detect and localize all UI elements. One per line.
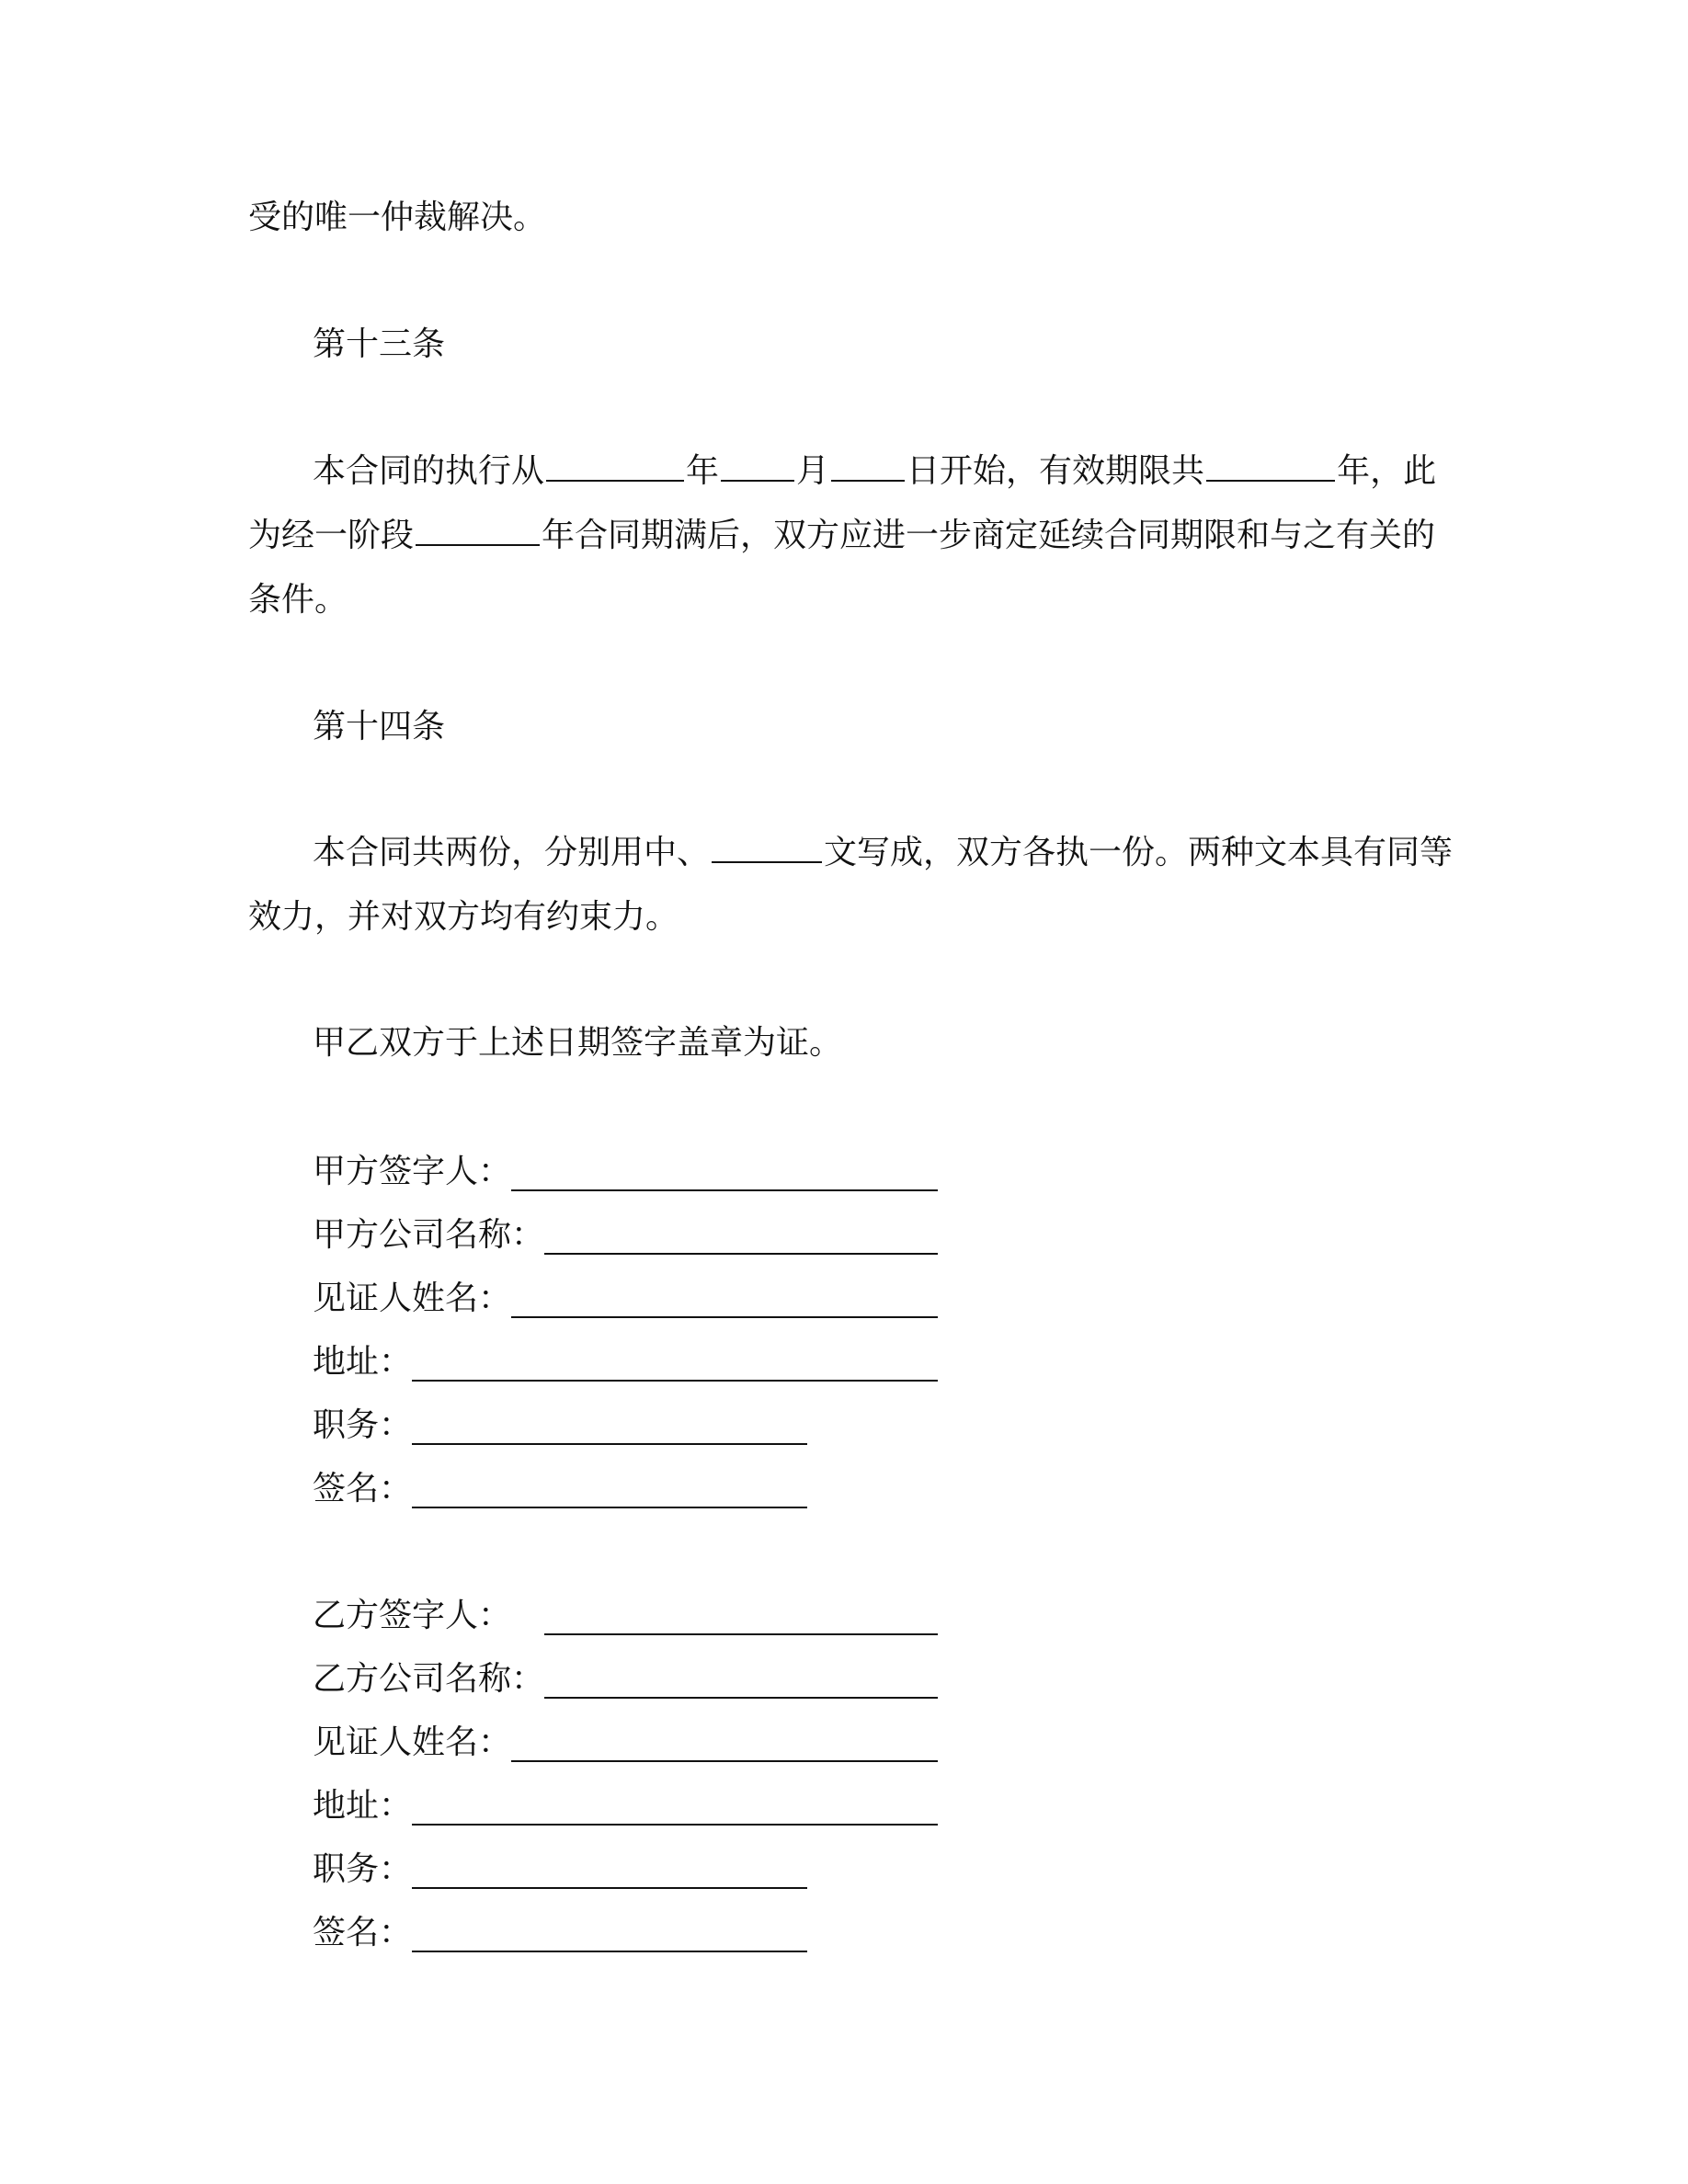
party-b-signature-field[interactable] bbox=[412, 1951, 807, 1952]
party-a-company-field[interactable] bbox=[544, 1253, 938, 1255]
article14-paragraph-line2: 效力，并对双方均有约束力。 bbox=[248, 898, 679, 936]
party-a-signer-label: 甲方签字人： bbox=[313, 1153, 512, 1190]
article14-paragraph-line1 bbox=[313, 830, 1453, 876]
blank-language[interactable] bbox=[712, 834, 822, 863]
party-b-position-label: 职务： bbox=[313, 1850, 413, 1888]
party-b-address-row bbox=[313, 1783, 412, 1829]
party-b-company-field[interactable] bbox=[544, 1697, 938, 1699]
article14-text-1: 本合同共两份，分别用中、 bbox=[313, 834, 711, 871]
article13-text-7: 年合同期满后，双方应进一步商定延续合同期限和与之有关的 bbox=[542, 517, 1436, 554]
party-a-company-row bbox=[313, 1212, 544, 1258]
party-b-address-label: 地址： bbox=[313, 1787, 413, 1825]
party-a-company-label: 甲方公司名称： bbox=[313, 1216, 545, 1254]
blank-day-start[interactable] bbox=[831, 452, 905, 482]
continuation-line: 受的唯一仲裁解决。 bbox=[248, 199, 547, 236]
party-a-witness-row bbox=[313, 1276, 511, 1322]
closing-statement: 甲乙双方于上述日期签字盖章为证。 bbox=[313, 1024, 843, 1062]
party-a-address-field[interactable] bbox=[412, 1380, 938, 1382]
party-a-signature-label: 签名： bbox=[313, 1470, 413, 1507]
article14-heading: 第十四条 bbox=[313, 708, 446, 745]
party-a-signature-row bbox=[313, 1466, 412, 1512]
party-b-witness-field[interactable] bbox=[511, 1760, 938, 1762]
article13-paragraph-line1 bbox=[313, 449, 1436, 495]
party-b-position-field[interactable] bbox=[412, 1887, 807, 1889]
party-a-address-row bbox=[313, 1339, 412, 1385]
party-a-address-label: 地址： bbox=[313, 1343, 413, 1381]
party-a-position-label: 职务： bbox=[313, 1406, 413, 1444]
article13-heading: 第十三条 bbox=[313, 325, 446, 363]
party-b-signer-label: 乙方签字人： bbox=[313, 1597, 512, 1634]
article13-paragraph-line2 bbox=[248, 513, 1435, 559]
blank-month-start[interactable] bbox=[721, 452, 794, 482]
article13-text-4: 日开始，有效期限共 bbox=[907, 452, 1205, 490]
party-b-company-label: 乙方公司名称： bbox=[313, 1660, 545, 1698]
party-b-address-field[interactable] bbox=[412, 1824, 938, 1826]
blank-validity-years[interactable] bbox=[1206, 452, 1335, 482]
party-b-witness-row bbox=[313, 1720, 511, 1766]
article13-text-1: 本合同的执行从 bbox=[313, 452, 545, 490]
blank-stage-years[interactable] bbox=[416, 517, 540, 546]
article14-text-2: 文写成，双方各执一份。两种文本具有同等 bbox=[824, 834, 1454, 871]
party-a-position-field[interactable] bbox=[412, 1443, 807, 1445]
party-a-position-row bbox=[313, 1403, 412, 1449]
party-b-signature-row bbox=[313, 1910, 412, 1956]
article13-text-2: 年 bbox=[686, 452, 720, 490]
party-b-witness-label: 见证人姓名： bbox=[313, 1723, 512, 1761]
party-a-witness-field[interactable] bbox=[511, 1316, 938, 1318]
party-a-witness-label: 见证人姓名： bbox=[313, 1280, 512, 1317]
continuation-text bbox=[248, 195, 546, 241]
party-b-company-row bbox=[313, 1656, 544, 1702]
party-b-position-row bbox=[313, 1847, 412, 1893]
article13-text-6: 为经一阶段 bbox=[248, 517, 415, 554]
article13-text-3: 月 bbox=[796, 452, 830, 490]
party-a-signer-row bbox=[313, 1149, 511, 1195]
article13-paragraph-line3: 条件。 bbox=[248, 581, 348, 619]
party-b-signature-label: 签名： bbox=[313, 1914, 413, 1951]
article13-text-5: 年，此 bbox=[1337, 452, 1437, 490]
party-b-signer-row bbox=[313, 1593, 511, 1639]
blank-year-start[interactable] bbox=[546, 452, 684, 482]
party-a-signer-field[interactable] bbox=[511, 1189, 938, 1191]
party-a-signature-field[interactable] bbox=[412, 1507, 807, 1508]
party-b-signer-field[interactable] bbox=[544, 1633, 938, 1635]
